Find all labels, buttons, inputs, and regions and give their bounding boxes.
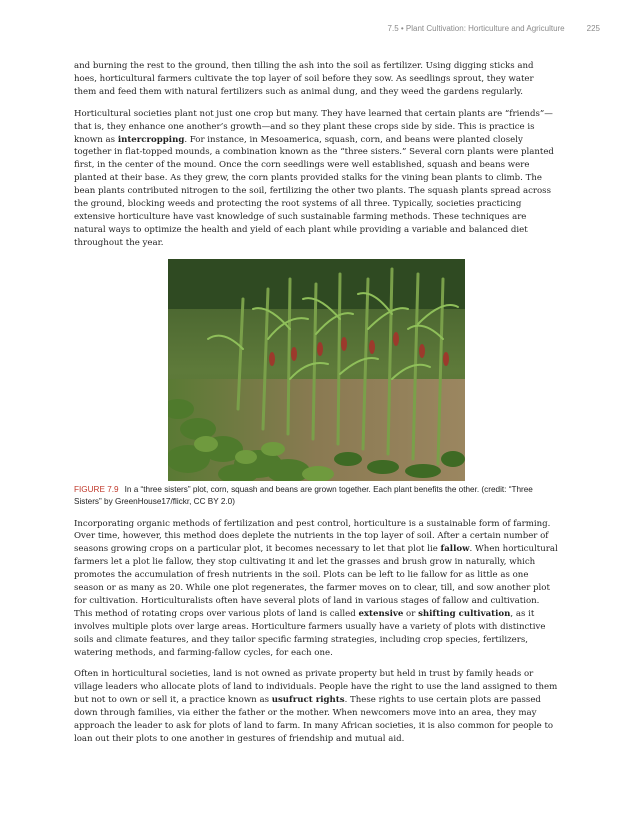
term-usufruct-rights: usufruct rights bbox=[271, 695, 345, 706]
figure-7-9 bbox=[74, 259, 558, 509]
running-title: 7.5 • Plant Cultivation: Horticulture and Agriculture bbox=[387, 24, 565, 33]
term-shifting-cultivation: shifting cultivation bbox=[418, 608, 511, 619]
paragraph-4: Often in horticultural societies, land is not owned as private property but held in trust by family heads or village leaders who allocate plots of land to individuals. People have the right to use the land assigned to them but not to own or sell it, a practice known as usufruct rights. These rights to use certain plots are passed down through families, via either the father or the mother. When newcomers move into an area, they may approach the leader to ask for plots of land to farm. In many African societies, it is also common for people to loan out their plots to one another in gestures of friendship and mutual aid. bbox=[74, 669, 558, 744]
three-sisters-photo bbox=[168, 259, 465, 481]
paragraph-3: Incorporating organic methods of fertilization and pest control, horticulture is a sustainable form of farming. Over time, however, this method does deplete the nutrients in the top layer of soil. After a certain number of seasons growing crops on a particular plot, it becomes necessary to let that plot lie fallow. When horticultural farmers let a plot lie fallow, they stop cultivating it and let the grasses and brush grow in naturally, which promotes the accumulation of fresh nutrients in the soil. Plots can be left to lie fallow for as little as one season or as many as 20. While one plot regenerates, the farmer moves on to clear, till, and sow another plot for cultivation. Horticulturalists often have several plots of land in various stages of fallow and cultivation. This method of rotating crops over various plots of land is called extensive or shifting cultivation, as it involves multiple plots over large areas. Horticulture farmers usually have a variety of plots with distinctive soils and climate features, and they tailor specific farming strategies, including crop species, fertilizers, watering methods, and farming-fallow cycles, for each one. bbox=[74, 518, 558, 658]
page-content bbox=[74, 60, 558, 755]
term-fallow: fallow bbox=[440, 544, 470, 555]
term-intercropping: intercropping bbox=[117, 134, 185, 145]
paragraph-2: Horticultural societies plant not just one crop but many. They have learned that certain plants are “friends”—that is, they enhance one another’s growth—and so they plant these crops side by side. This is practice is known as intercropping. For instance, in Mesoamerica, squash, corn, and beans were planted closely together in flat-topped mounds, a combination known as the “three sisters.” Several corn plants were planted first, in the center of the mound. Once the corn seedlings were well established, squash and beans were planted at their base. As they grew, the corn plants provided stalks for the vining bean plants to climb. The bean plants contributed nitrogen to the soil, fertilizing the other two plants. The squash plants spread across the ground, blocking weeds and protecting the root systems of all three. Typically, societies practicing extensive horticulture have vast knowledge of such sustainable farming methods. These techniques are natural ways to optimize the health and yield of each plant while providing a variable and balanced diet throughout the year. bbox=[74, 108, 554, 248]
paragraph-1: and burning the rest to the ground, then tilling the ash into the soil as fertilizer. Using digging sticks and hoes, horticultural farmers cultivate the top layer of soil before they sow. As seedlings sprout, they water them and feed them with natural fertilizers such as animal dung, and they weed the gardens regularly. bbox=[74, 61, 534, 97]
running-header bbox=[388, 24, 600, 33]
term-extensive: extensive bbox=[358, 608, 404, 619]
page-number: 225 bbox=[586, 24, 600, 33]
figure-caption bbox=[74, 484, 558, 509]
figure-caption-text: In a “three sisters” plot, corn, squash and beans are grown together. Each plant benefits the other. (credit: “Three Sisters” by GreenHouse17/flickr, CC BY 2.0) bbox=[74, 484, 533, 507]
figure-label: FIGURE 7.9 bbox=[74, 484, 119, 494]
